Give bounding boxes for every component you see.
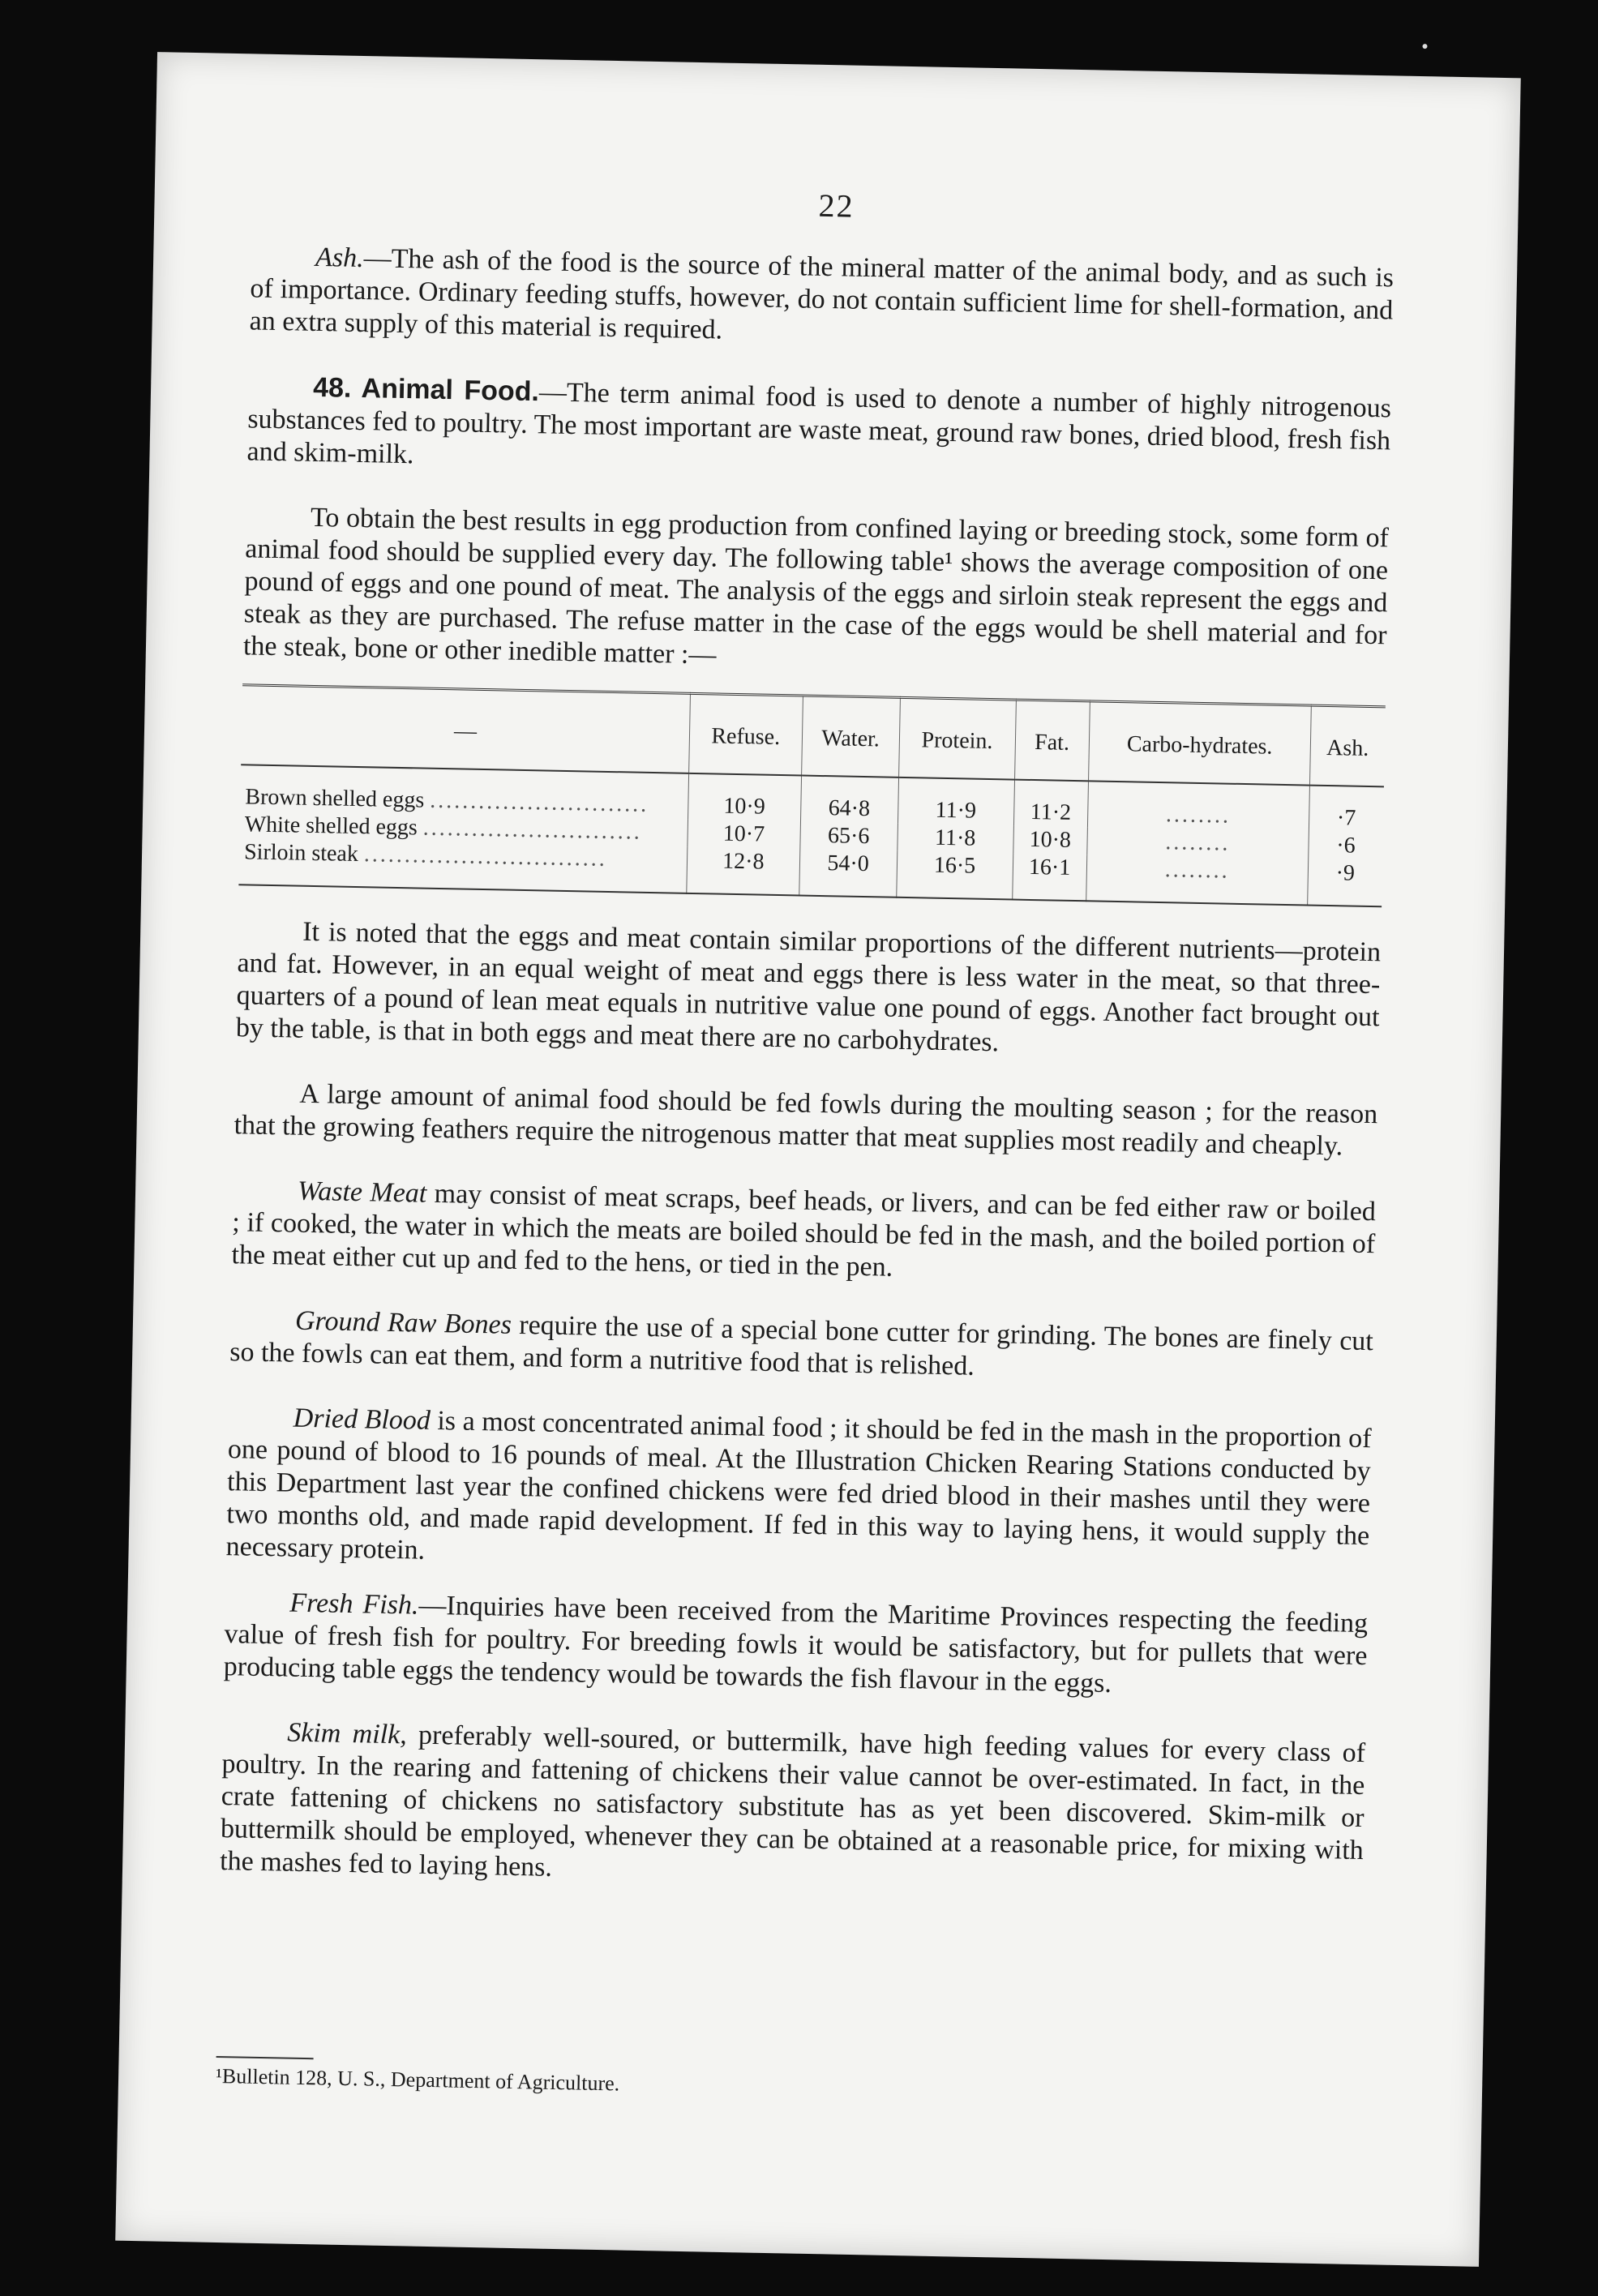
cell-ash: ·9 xyxy=(1307,859,1382,907)
animal-food-text: —The term animal food is used to denote a number of highly nitrogenous substances fed to poultry. The most important are waste meat, ground raw bones, dried blood, fresh fish and skim-milk. xyxy=(246,377,1392,470)
footnote xyxy=(216,2056,1360,2110)
footnote-text: ¹Bulletin 128, U. S., Department of Agriculture. xyxy=(215,2063,620,2096)
table-header-first: — xyxy=(241,685,690,773)
section-heading: 48. Animal Food. xyxy=(312,371,540,408)
fresh-fish-text: —Inquiries have been received from the Maritime Provinces respecting the feeding value of fresh fish for poultry. For breeding fowls it would be satisfactory, but for pullets that were producing table eggs the tendency would be towards the fish flavour in the eggs. xyxy=(223,1590,1369,1699)
fresh-fish-lead: Fresh Fish. xyxy=(289,1587,419,1621)
row-label: White shelled eggs ........................... xyxy=(244,812,643,845)
column-header-carbohydrates: Carbo-hydrates. xyxy=(1088,701,1311,786)
column-header-protein: Protein. xyxy=(898,697,1016,779)
cell-ash: ·7 xyxy=(1309,786,1384,833)
page-body xyxy=(220,240,1395,1900)
column-header-ash: Ash. xyxy=(1309,705,1386,786)
cell-protein: 11·9 xyxy=(898,777,1014,826)
document-page xyxy=(115,52,1521,2267)
cell-refuse: 10·7 xyxy=(688,820,800,850)
cell-carbohydrates: ........ xyxy=(1087,781,1309,831)
skim-milk-lead: Skim milk, xyxy=(286,1717,408,1750)
large-amount-paragraph: A large amount of animal food should be fed fowls during the moulting season ; for the reason that the growing feathers require the nitrogenous matter that meat supplies most readily and cheaply. xyxy=(233,1078,1378,1162)
ground-bones-text: require the use of a special bone cutter for grinding. The bones are finely cut so the fowls can eat them, and form a nutritive food that is relished. xyxy=(229,1309,1374,1381)
waste-meat-lead: Waste Meat xyxy=(297,1176,427,1209)
ash-text: —The ash of the food is the source of the mineral matter of the animal body, and as such is of importance. Ordinary feeding stuffs, however, do not contain sufficient lime for shell-formation, and an extra supply of this material is required. xyxy=(249,243,1395,345)
column-header-water: Water. xyxy=(801,696,900,777)
cell-fat: 11·2 xyxy=(1013,780,1088,828)
animal-food-paragraph xyxy=(246,370,1391,490)
cell-fat: 16·1 xyxy=(1012,854,1086,902)
row-label: Sirloin steak .............................. xyxy=(243,839,608,872)
ground-bones-paragraph xyxy=(229,1304,1373,1390)
dried-blood-text: is a most concentrated animal food ; it should be fed in the mash in the proportion of one pound of blood to 16 pounds of meal. At the Illustration Chicken Rearing Stations conducted by this Department last year the confined chickens were fed dried blood in their mashes until they were two months old, and made rapid development. If fed in this way to laying hens, it would supply the necessary protein. xyxy=(225,1405,1372,1566)
dust-speck xyxy=(1422,44,1427,49)
cell-fat: 10·8 xyxy=(1013,826,1087,855)
waste-meat-paragraph xyxy=(231,1174,1376,1293)
column-header-fat: Fat. xyxy=(1014,700,1090,781)
cell-ash: ·6 xyxy=(1309,832,1383,861)
cell-refuse: 12·8 xyxy=(687,847,800,896)
cell-water: 65·6 xyxy=(799,822,898,851)
dried-blood-lead: Dried Blood xyxy=(293,1403,431,1436)
best-results-paragraph: To obtain the best results in egg production from confined laying or breeding stock, some form of animal food should be supplied every day. The following table¹ shows the average composition of one pound of eggs and one pound of meat. The analysis of the eggs and sirloin steak represent the eggs and steak as they are purchased. The refuse matter in the case of the eggs would be shell material and for the steak, bone or other inedible matter :— xyxy=(242,502,1390,670)
dried-blood-paragraph xyxy=(225,1401,1372,1585)
composition-table xyxy=(238,683,1386,907)
cell-carbohydrates: ........ xyxy=(1087,827,1309,859)
row-label: Brown shelled eggs ........................... xyxy=(245,784,649,817)
noted-paragraph: It is noted that the eggs and meat contain similar proportions of the different nutrients—protein and fat. However, in an equal weight of meat and eggs there is less water in the meat, so that three-quarters of a pound of lean meat equals in nutritive value one pound of eggs. Another fact brought out by the table, is that in both eggs and meat there are no carbohydrates. xyxy=(235,916,1382,1058)
fresh-fish-paragraph xyxy=(223,1586,1368,1705)
cell-water: 54·0 xyxy=(799,849,897,897)
skim-milk-paragraph xyxy=(220,1716,1366,1900)
footnote-rule xyxy=(216,2056,314,2059)
ash-lead: Ash. xyxy=(315,242,365,274)
column-header-refuse: Refuse. xyxy=(689,693,803,775)
cell-refuse: 10·9 xyxy=(688,773,802,822)
page-number: 22 xyxy=(818,186,855,225)
cell-protein: 11·8 xyxy=(897,824,1013,854)
ash-paragraph xyxy=(249,240,1394,359)
cell-carbohydrates: ........ xyxy=(1086,855,1308,905)
skim-milk-text: preferably well-soured, or buttermilk, have high feeding values for every class of poultry. In the rearing and fattening of chickens their value cannot be over-estimated. In fact, in the crate fattening of chickens no satisfactory substitute has as yet been discovered. Skim-milk or buttermilk should be employed, whenever they can be obtained at a reasonable price, for mixing with the mashes fed to laying hens. xyxy=(219,1720,1366,1883)
ground-bones-lead: Ground Raw Bones xyxy=(294,1305,512,1340)
waste-meat-text: may consist of meat scraps, beef heads, or livers, and can be fed either raw or boiled ; if cooked, the water in which the meats are boiled should be fed in the mash, and the boiled portion of the meat either cut up and fed to the hens, or tied in the pen. xyxy=(231,1178,1377,1283)
cell-protein: 16·5 xyxy=(896,851,1013,900)
cell-water: 64·8 xyxy=(800,776,898,824)
